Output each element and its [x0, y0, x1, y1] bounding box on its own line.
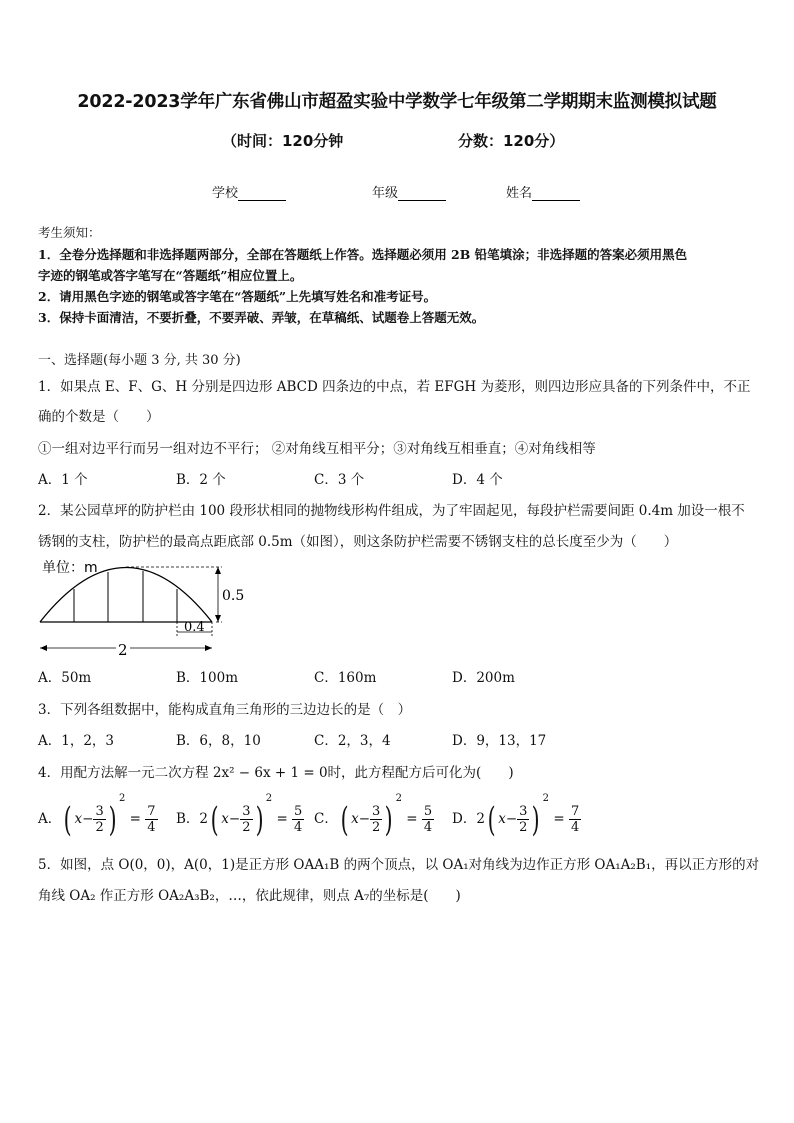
arrow-head: [215, 615, 221, 622]
question-3-text: 3．下列各组数据中，能构成直角三角形的三边边长的是（ ）: [38, 702, 412, 718]
arrow-head: [205, 645, 212, 651]
question-5-text: 角线 OA₂ 作正方形 OA₂A₃B₂，…，依此规律，则点 A₇的坐标是( ): [38, 888, 461, 904]
school-label: 学校: [212, 186, 239, 201]
name-field: [506, 182, 580, 201]
grade-blank: [398, 187, 446, 201]
height-label: 0.5: [222, 588, 245, 604]
school-blank: [238, 187, 286, 201]
question-4-text: 4．用配方法解一元二次方程 2x² − 6x + 1 = 0时，此方程配方后可化为( ): [38, 765, 514, 781]
q4-option-b: B．2( x− $\frac{3}{2}$ )$^2$ = $\frac{5}{4}$: [176, 793, 303, 840]
q1-option-d: D．4 个: [452, 472, 503, 488]
page-title: 2022-2023学年广东省佛山市超盈实验中学数学七年级第二学期期末监测模拟试题: [77, 92, 717, 112]
notice-line: 2．请用黑色字迹的钢笔或答字笔在“答题纸”上先填写姓名和准考证号。: [38, 289, 437, 304]
q4-option-a: A．( x− $\frac{3}{2}$ )$^2$ = $\frac{7}{4}$: [38, 793, 156, 840]
q1-option-a: A．1 个: [38, 472, 88, 488]
section-heading: 一、选择题(每小题 3 分, 共 30 分): [38, 353, 241, 368]
grade-label: 年级: [372, 186, 399, 201]
q1-option-c: C．3 个: [314, 472, 365, 488]
q3-option-c: C．2，3，4: [314, 733, 391, 749]
q3-option-a: A．1，2，3: [38, 733, 115, 749]
notice-line: 3．保持卡面清洁，不要折叠，不要弄破、弄皱，在草稿纸、试题卷上答题无效。: [38, 310, 485, 325]
notice-heading: 考生须知：: [38, 225, 101, 240]
question-5-text: 5．如图，点 O(0，0)，A(0，1)是正方形 OAA₁B 的两个顶点，以 OA₁对角线为边作正方形 OA₁A₂B₁，再以正方形的对: [38, 857, 760, 873]
question-2-text: 2．某公园草坪的防护栏由 100 段形状相同的抛物线形构件组成，为了牢固起见，每段护栏需要间距 0.4m 加设一根不: [38, 503, 745, 519]
school-field: [212, 182, 286, 201]
notice-line: 1．全卷分选择题和非选择题两部分，全部在答题纸上作答。选择题必须用 2B 铅笔填涂；非选择题的答案必须用黑色: [38, 247, 688, 262]
question-1-conditions: ①一组对边平行而另一组对边不平行； ②对角线互相平分；③对角线互相垂直；④对角线相等: [38, 441, 596, 457]
arrow-head: [215, 567, 221, 574]
q4-option-d: D．2( x− $\frac{3}{2}$ )$^2$ = $\frac{7}{4}$: [452, 793, 580, 840]
q4-option-c: C．( x− $\frac{3}{2}$ )$^2$ = $\frac{5}{4}$: [314, 793, 433, 840]
q3-option-d: D．9，13，17: [452, 733, 547, 749]
q2-option-b: B．100m: [176, 670, 238, 686]
score-label: 分数：120分）: [458, 132, 565, 150]
question-2-text: 锈钢的支柱，防护栏的最高点距底部 0.5m（如图），则这条防护栏需要不锈钢支柱的总长度至少为（ ）: [38, 534, 678, 550]
name-label: 姓名: [506, 186, 533, 201]
parabola-fence-figure: [36, 556, 246, 660]
q2-option-d: D．200m: [452, 670, 515, 686]
q2-option-c: C．160m: [314, 670, 377, 686]
width-label: 2: [118, 641, 128, 659]
spacing-label: 0.4: [184, 620, 205, 635]
name-blank: [532, 187, 580, 201]
question-1-text: 确的个数是（ ）: [38, 409, 160, 425]
q1-option-b: B．2 个: [176, 472, 226, 488]
notice-line: 字迹的钢笔或答字笔写在“答题纸”相应位置上。: [38, 268, 303, 283]
grade-field: [372, 182, 446, 201]
unit-label: 单位：m: [42, 560, 98, 576]
q2-option-a: A．50m: [38, 670, 92, 686]
q3-option-b: B．6，8，10: [176, 733, 261, 749]
arrow-head: [40, 645, 47, 651]
question-1-text: 1．如果点 E、F、G、H 分别是四边形 ABCD 四条边的中点，若 EFGH 为菱形，则四边形应具备的下列条件中，不正: [38, 379, 751, 395]
time-label: （时间：120分钟: [222, 132, 344, 150]
